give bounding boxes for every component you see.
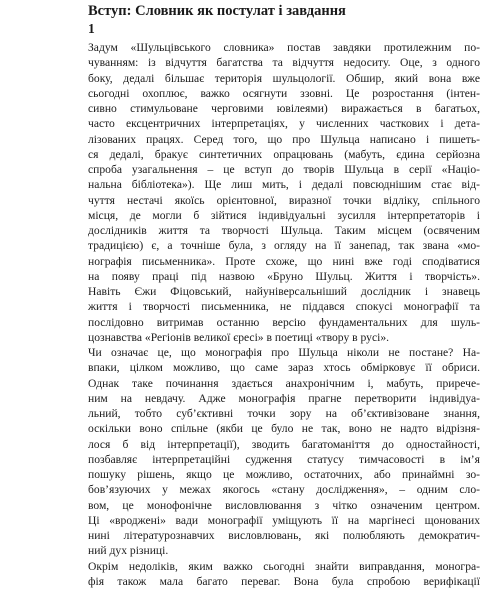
text-line: сивно стимульоване черговими ювілеями) виражається в багатьох,: [88, 102, 480, 115]
text-line: позбавляє інтерпретаційні судження статусу тимчасовості в ім’я: [88, 452, 480, 466]
text-line: Окрім недоліків, яким важко сьогодні знайти виправдання, моногра-: [88, 559, 480, 573]
text-line: лося б від інтерпретації), зводить багатоманіття до одностайності,: [88, 437, 480, 451]
text-line: ним на невдачу. Адже монографія прагне перетворити індивідуа-: [88, 391, 480, 405]
text-line: сьогодні охоплює, важко осягнути ззовні. Це розростання (інтен-: [88, 86, 480, 100]
text-line: бов’язуючих у межах якогось «стану дослідження», – одним сло-: [88, 483, 480, 497]
text-line: лізованих працях. Серед того, що про Шульца написано і пишеть-: [88, 132, 480, 146]
text-line: життя і творчості письменника, не піддався спокусі монографії та: [88, 300, 480, 314]
text-line: послідовно витримав останню версію фундаментальних для шуль-: [88, 315, 480, 329]
text-line: фія також мала багато переваг. Вона була спробою верифікації: [88, 574, 480, 588]
text-line: цознавства «Регіонів великої єресі» в поетиці «твору в русі».: [88, 330, 390, 344]
text-line: оскільки воно спільне (якби це було не так, воно не надто відрізня-: [88, 422, 480, 436]
text-line: спроба узагальнення – це вступ до творів Шульца в серії «Націо-: [88, 163, 480, 176]
section-number: 1: [88, 21, 95, 36]
page-title: Вступ: Словник як постулат і завдання: [88, 3, 346, 19]
text-line: традицією) є, а точніше була, з огляду на її занепад, так звана «мо-: [88, 239, 480, 253]
text-line: Задум «Шульцівського словника» постав завдяки протилежним по-: [88, 41, 480, 54]
text-line: нографія письменника». Проте схоже, що нині вже годі сподіватися: [88, 254, 480, 268]
text-line: на появу праці під назвою «Бруно Шульц. Життя і творчість».: [88, 269, 480, 283]
text-line: нальна бібліотека»). Ще лиш мить, і дедалі повсюднішим стає від-: [88, 178, 480, 192]
text-line: чуванням: із відчуття багатства та відчуття недоситу. Оце, з одного: [88, 56, 480, 70]
text-line: Навіть Єжи Фіцовський, найуніверсальніший дослідник і знавець: [88, 285, 480, 298]
text-line: нині літературознавчих висловлювань, які полюбляють демократич-: [88, 529, 480, 542]
text-line: ся дедалі, бракує синтетичних опрацювань (мабуть, єдина серйозна: [88, 147, 480, 161]
text-line: Ці «вроджені» вади монографії уміщують її на маргінесі щонованих: [88, 513, 480, 527]
text-line: дослідників життя та творчості Шульца. Таким місцем (освяченим: [88, 224, 480, 237]
text-line: місця, де могли б зійтися індивідуальні зусилля інтерпретаторів і: [88, 208, 480, 222]
text-line: чуття нестачі якоїсь орієнтовної, виразної точки відліку, спільного: [88, 193, 480, 207]
text-line: ний дух різниці.: [88, 544, 169, 558]
text-line: пошуку рішень, якщо це можливо, остаточних, або принаймні зо-: [88, 468, 480, 481]
text-line: Однак таке починання здається анахронічним і, мабуть, прирече-: [88, 376, 480, 390]
text-line: льний, тобто суб’єктивні точки зору на об’єктивізоване знання,: [88, 407, 480, 420]
text-line: Чи означає це, що монографія про Шульца ніколи не постане? На-: [88, 346, 480, 359]
text-line: боку, дедалі більшає територія шульцології. Обшир, який вона вже: [88, 71, 480, 85]
body-text: [88, 40, 480, 589]
text-line: вом, це монофонічне висловлювання з чітко означеним центром.: [88, 498, 480, 512]
text-line: часто ексцентричних інтерпретаціях, у численних часткових і дета-: [88, 117, 480, 131]
text-line: впаки, цілком можливо, що саме зараз хтось обмірковує її обриси.: [88, 361, 480, 375]
